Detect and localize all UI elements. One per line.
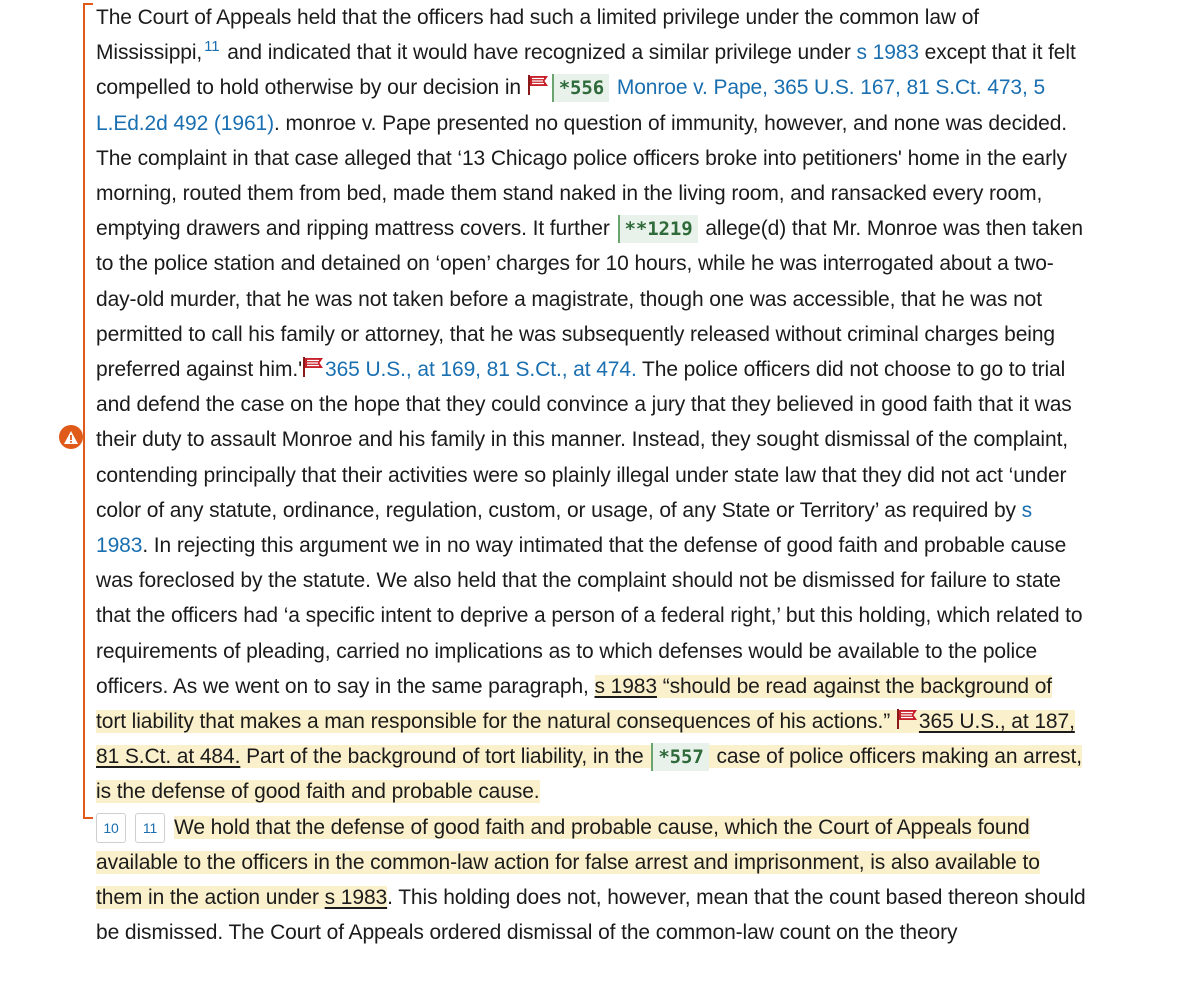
opinion-text (96, 0, 1086, 950)
text-segment: and indicated that it would have recognized a similar privilege under (221, 41, 857, 65)
text-segment: except that it felt compelled to hold otherwise by our decision in (96, 41, 1076, 100)
footnote-button-11[interactable]: 11 (135, 813, 165, 843)
red-flag-icon[interactable] (896, 709, 918, 729)
star-page-1219[interactable]: **1219 (618, 215, 698, 243)
footnote-button-10[interactable]: 10 (96, 813, 126, 843)
star-page-556[interactable]: *556 (552, 74, 609, 102)
paragraph-1 (96, 0, 1086, 810)
text-segment: The police officers did not choose to go to trial and defend the case on the hope that they could convince a jury that they believed in good faith that it was their duty to assault Monroe and his family in this manner. Instead, they sought dismissal of the complaint, contending principally that their activities were so plainly illegal under state law that they did not act ‘under color of any statute, ordinance, regulation, custom, or usage, of any State or Territory’ as required by (96, 358, 1072, 522)
statute-link-s1983-highlighted[interactable]: s 1983 (324, 886, 388, 910)
case-link-365-us-169[interactable]: 365 U.S., at 169, 81 S.Ct., at 474. (324, 358, 637, 382)
text-segment: The Court of Appeals held that the officers had such a limited privilege under the common law of Mississippi, (96, 6, 980, 65)
paragraph-2 (96, 810, 1086, 951)
negative-treatment-bracket (83, 3, 93, 819)
text-segment: allege(d) that Mr. Monroe was then taken to the police station and detained on ‘open’ charges for 10 hours, while he was interrogated about a two-day-old murder, that he was not taken before a magistrate, though one was accessible, that he was not permitted to call his family or attorney, that he was subsequently released without criminal charges being preferred against him.' (96, 217, 1084, 382)
warning-icon[interactable] (59, 425, 83, 449)
statute-link-s1983[interactable]: s 1983 (96, 498, 1033, 558)
footnote-link-11[interactable]: 11 (204, 38, 220, 56)
statute-link-s1983-highlighted[interactable]: s 1983 (594, 674, 657, 698)
case-link-365-us-187[interactable]: 365 U.S., at 187, 81 S.Ct. at 484. (96, 710, 1075, 769)
text-segment: . In rejecting this argument we in no way intimated that the defense of good faith and probable cause was foreclosed by the statute. We also held that the complaint should not be dismissed for failure to state that the officers had ‘a specific intent to deprive a person of a federal right,’ but this holding, which related to requirements of pleading, carried no implications as to which defenses would be available to the police officers. As we went on to say in the same paragraph, (96, 534, 1083, 698)
highlighted-text: We hold that the defense of good faith and probable cause, which the Court of Appeals found available to the officers in the common-law action for false arrest and imprisonment, is also available to them in the action under (96, 815, 1040, 910)
text-segment: . This holding does not, however, mean that the count based thereon should be dismissed. The Court of Appeals ordered dismissal of the common-law count on the theory (96, 886, 1086, 945)
red-flag-icon[interactable] (527, 75, 549, 95)
highlighted-quote: “should be read against the background of tort liability that makes a man responsible for the natural consequences of his actions.” (96, 674, 1053, 734)
highlighted-text: case of police officers making an arrest, is the defense of good faith and probable cause. (96, 745, 1082, 804)
red-flag-icon[interactable] (302, 357, 324, 377)
statute-link-s1983[interactable]: s 1983 (856, 41, 919, 65)
star-page-557[interactable]: *557 (651, 743, 708, 771)
case-link-monroe-v-pape[interactable]: Monroe v. Pape, 365 U.S. 167, 81 S.Ct. 473, 5 L.Ed.2d 492 (1961) (96, 76, 1046, 135)
highlighted-text: Part of the background of tort liability, in the (240, 745, 650, 769)
text-segment: . monroe v. Pape presented no question of immunity, however, and none was decided. The complaint in that case alleged that ‘13 Chicago police officers broke into petitioners' home in the early morning, routed them from bed, made them stand naked in the living room, and ransacked every room, emptying drawers and ripping mattress covers. It further (96, 111, 1068, 241)
